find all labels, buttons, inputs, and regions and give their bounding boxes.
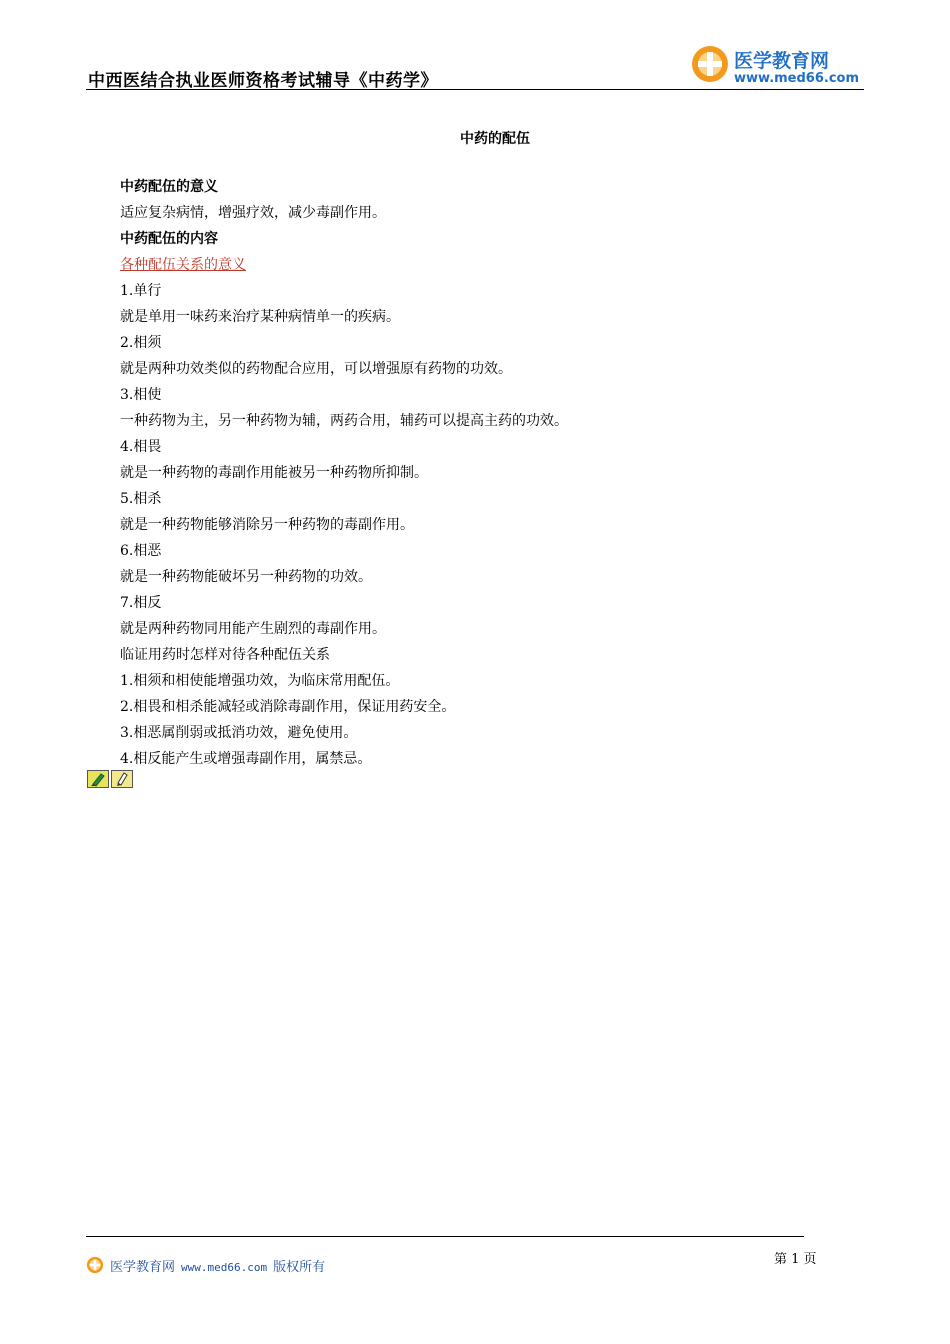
footer-url[interactable]: www.med66.com bbox=[181, 1261, 268, 1274]
line-text: 1.单行 bbox=[120, 283, 162, 299]
logo-site-name: 医学教育网 bbox=[734, 50, 830, 72]
line-text: 就是单用一味药来治疗某种病情单一的疾病。 bbox=[120, 309, 400, 325]
body-text-line bbox=[120, 358, 860, 384]
line-text: 2.相须 bbox=[120, 335, 162, 351]
body-text-line bbox=[120, 280, 860, 306]
pencil-icon[interactable] bbox=[111, 770, 133, 788]
line-text: 临证用药时怎样对待各种配伍关系 bbox=[120, 647, 330, 663]
line-text: 4.相反能产生或增强毒副作用，属禁忌。 bbox=[120, 751, 372, 767]
body-text-line bbox=[120, 644, 860, 670]
site-logo[interactable] bbox=[690, 42, 862, 90]
body-text-line bbox=[120, 748, 860, 774]
footer-divider bbox=[86, 1236, 804, 1237]
line-text: 1.相须和相使能增强功效，为临床常用配伍。 bbox=[120, 673, 400, 689]
line-text: 就是一种药物能破坏另一种药物的功效。 bbox=[120, 569, 372, 585]
line-text: 3.相使 bbox=[120, 387, 162, 403]
body-text-line bbox=[120, 384, 860, 410]
line-text: 就是一种药物的毒副作用能被另一种药物所抑制。 bbox=[120, 465, 428, 481]
med-cross-logo-icon bbox=[690, 44, 730, 84]
line-text: 4.相畏 bbox=[120, 439, 162, 455]
line-text: 一种药物为主，另一种药物为辅，两药合用，辅药可以提高主药的功效。 bbox=[120, 413, 568, 429]
document-title: 中药的配伍 bbox=[460, 131, 530, 147]
body-text-line bbox=[120, 722, 860, 748]
page-number: 第 1 页 bbox=[774, 1252, 817, 1267]
body-text-line bbox=[120, 488, 860, 514]
header-divider bbox=[86, 89, 864, 90]
section-heading bbox=[120, 228, 860, 254]
line-text: 2.相畏和相杀能减轻或消除毒副作用，保证用药安全。 bbox=[120, 699, 456, 715]
line-text[interactable]: 各种配伍关系的意义 bbox=[120, 257, 246, 273]
footer-rights: 版权所有 bbox=[273, 1260, 326, 1275]
footer-logo-icon bbox=[86, 1256, 104, 1274]
body-text-line bbox=[120, 670, 860, 696]
body-text-line bbox=[120, 540, 860, 566]
body-text-line bbox=[120, 306, 860, 332]
line-text: 6.相恶 bbox=[120, 543, 162, 559]
body-text-line bbox=[120, 618, 860, 644]
document-body bbox=[120, 176, 860, 774]
body-text-line bbox=[120, 592, 860, 618]
line-text: 适应复杂病情，增强疗效，减少毒副作用。 bbox=[120, 205, 386, 221]
footer-copyright bbox=[110, 1256, 325, 1275]
line-text: 中药配伍的意义 bbox=[120, 179, 218, 195]
body-text-line bbox=[120, 462, 860, 488]
body-text-line bbox=[120, 410, 860, 436]
line-text: 7.相反 bbox=[120, 595, 162, 611]
line-text: 就是一种药物能够消除另一种药物的毒副作用。 bbox=[120, 517, 414, 533]
line-text: 3.相恶属削弱或抵消功效，避免使用。 bbox=[120, 725, 358, 741]
logo-site-url: www.med66.com bbox=[734, 71, 860, 86]
body-text-line bbox=[120, 436, 860, 462]
line-text: 就是两种功效类似的药物配合应用，可以增强原有药物的功效。 bbox=[120, 361, 512, 377]
body-text-line bbox=[120, 332, 860, 358]
body-text-line bbox=[120, 696, 860, 722]
line-text: 5.相杀 bbox=[120, 491, 162, 507]
section-link[interactable] bbox=[120, 254, 860, 280]
body-text-line bbox=[120, 202, 860, 228]
body-text-line bbox=[120, 514, 860, 540]
body-text-line bbox=[120, 566, 860, 592]
header-title: 中西医结合执业医师资格考试辅导《中药学》 bbox=[88, 71, 438, 91]
line-text: 中药配伍的内容 bbox=[120, 231, 218, 247]
pen-icon[interactable] bbox=[87, 770, 109, 788]
annotation-toolbar bbox=[87, 770, 133, 788]
line-text: 就是两种药物同用能产生剧烈的毒副作用。 bbox=[120, 621, 386, 637]
footer-site-name: 医学教育网 bbox=[110, 1260, 176, 1275]
section-heading bbox=[120, 176, 860, 202]
